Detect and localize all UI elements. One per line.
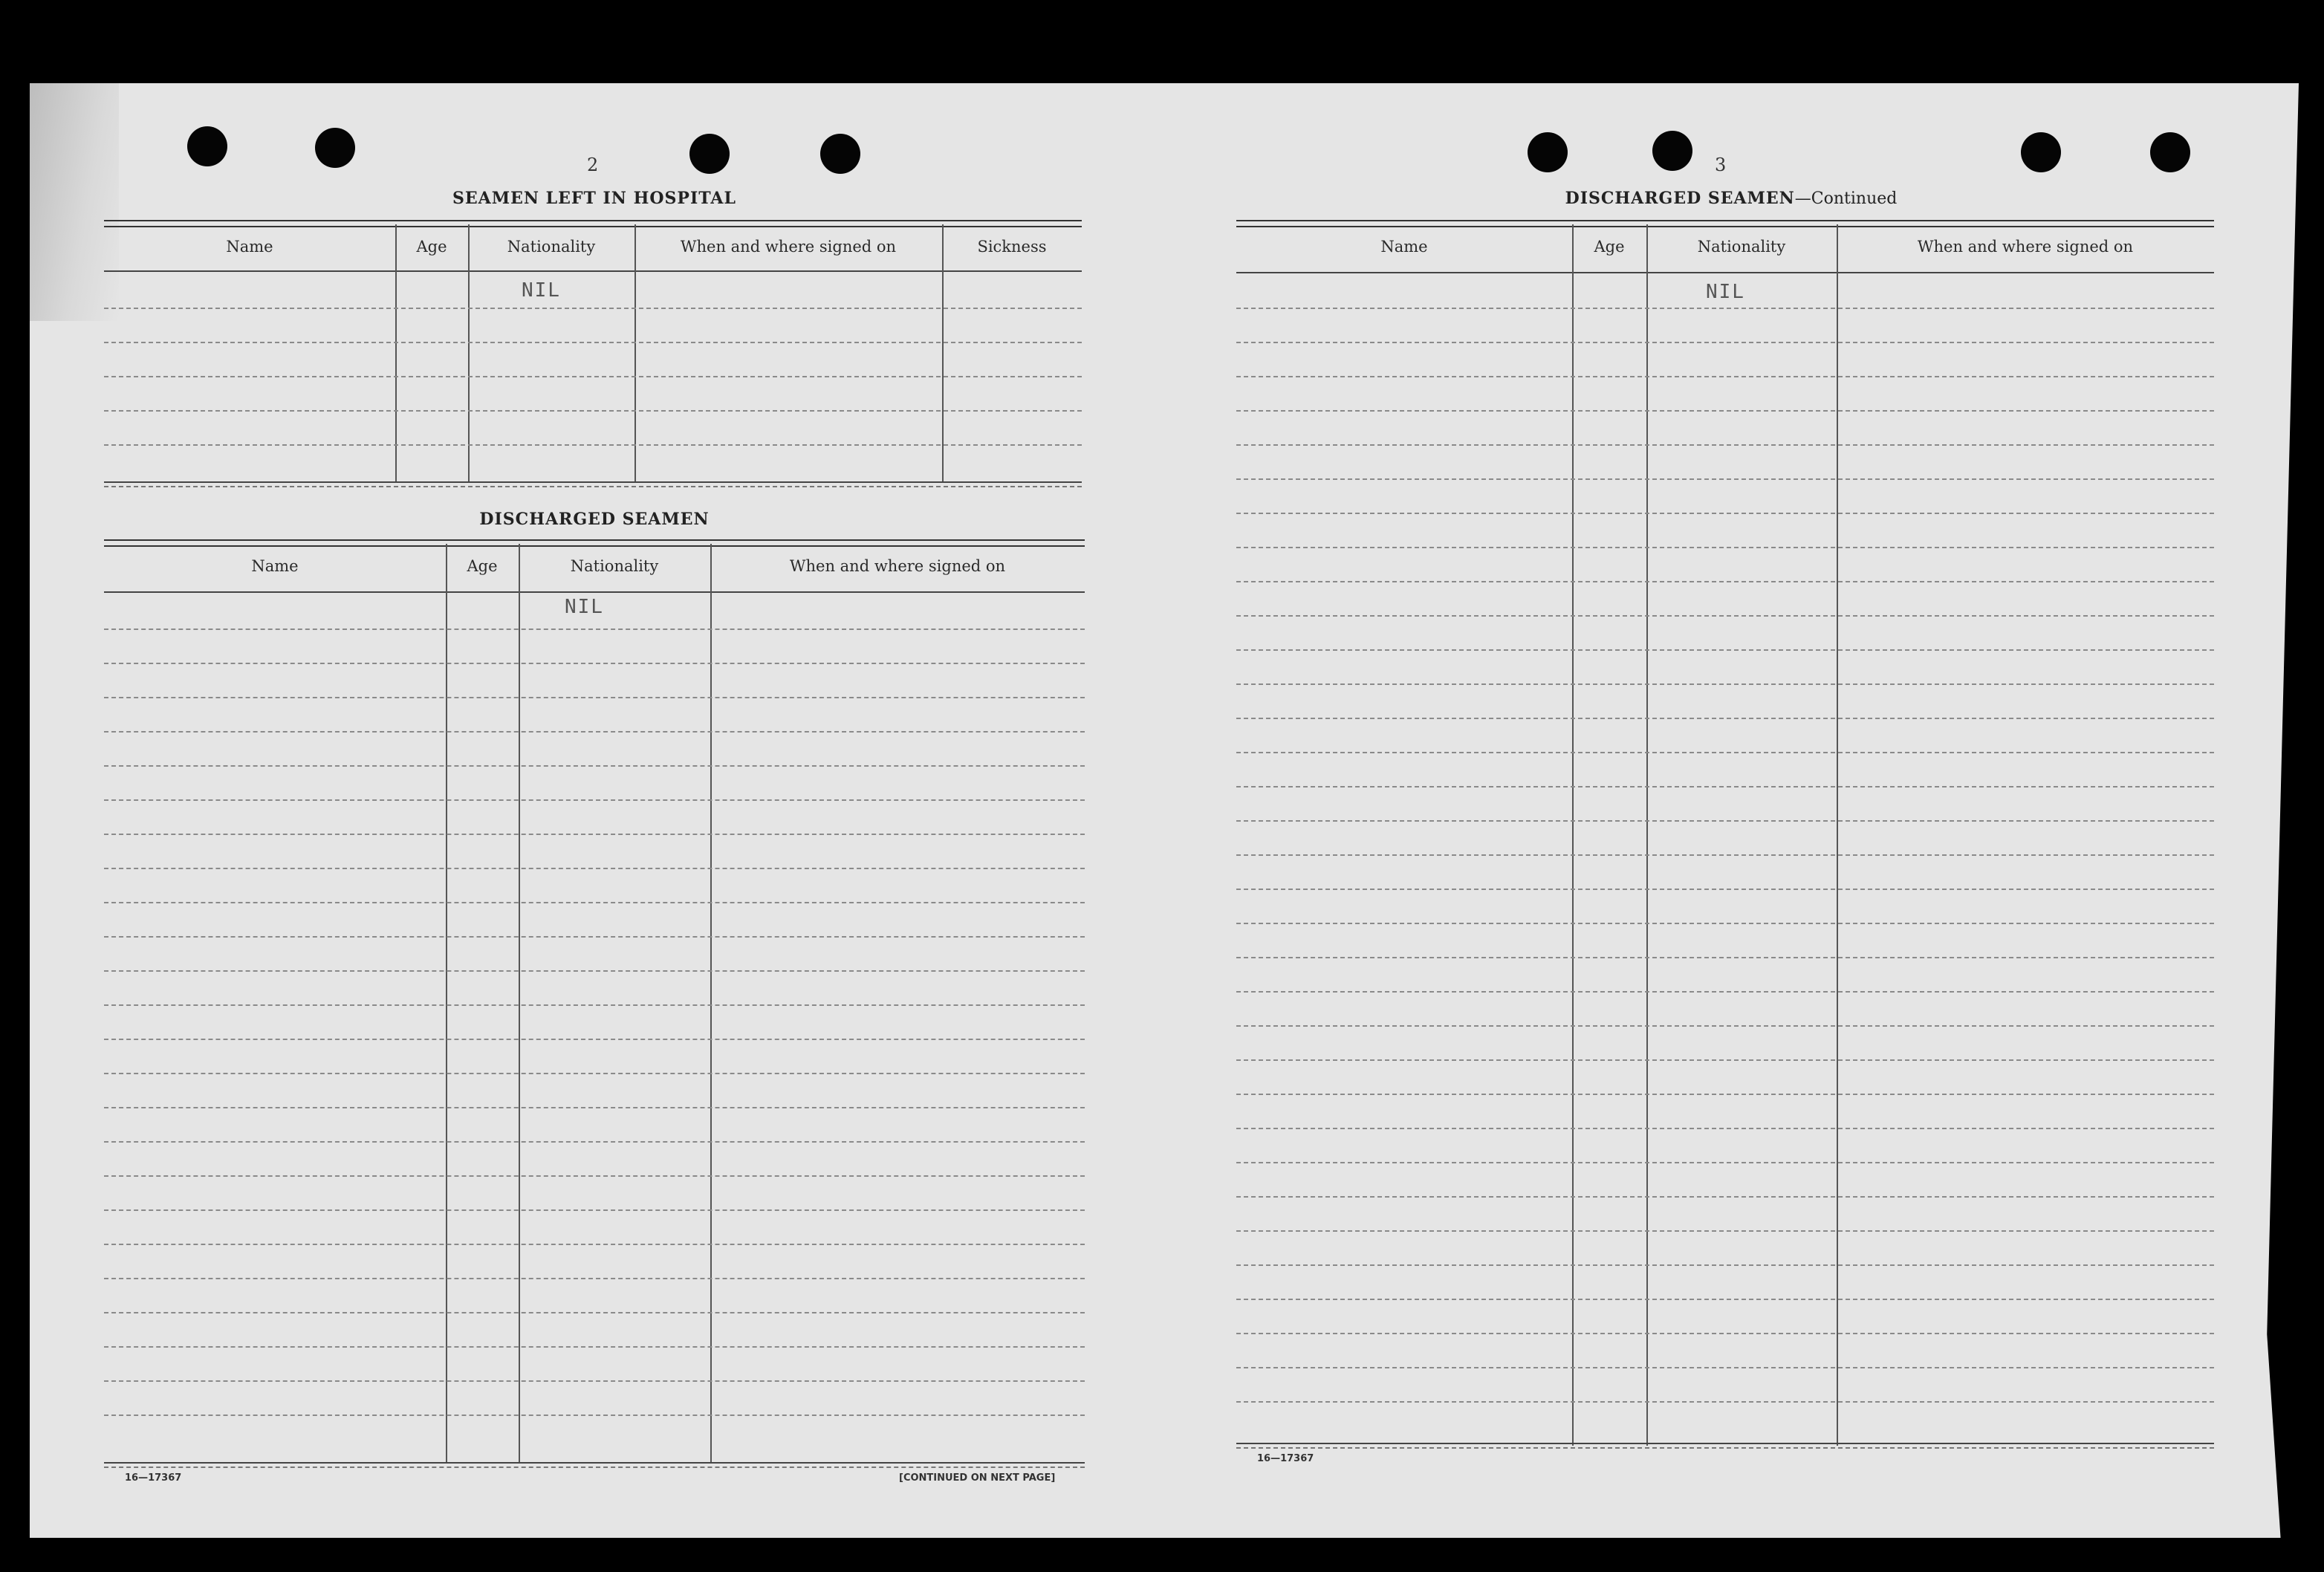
column-header-age: Age <box>416 238 447 256</box>
form-number-right: 16—17367 <box>1257 1453 1314 1464</box>
column-header-name: Name <box>1380 238 1428 256</box>
punch-hole <box>2021 132 2061 172</box>
column-header-signed-on: When and where signed on <box>789 557 1006 575</box>
nil-entry: NIL <box>522 279 561 302</box>
hospital-section-title: SEAMEN LEFT IN HOSPITAL <box>452 189 736 208</box>
column-header-nationality: Nationality <box>570 557 659 575</box>
discharged-table-right <box>1236 220 2214 1449</box>
punch-hole <box>1652 131 1692 171</box>
column-header-sickness: Sickness <box>977 238 1047 256</box>
continued-title-suffix: —Continued <box>1794 189 1898 208</box>
page-number-right: 3 <box>1715 155 1727 175</box>
punch-hole <box>1528 132 1568 172</box>
nil-entry: NIL <box>1706 281 1745 303</box>
continued-note: [CONTINUED ON NEXT PAGE] <box>899 1472 1056 1484</box>
discharged-section-title: DISCHARGED SEAMEN <box>479 510 710 529</box>
column-header-age: Age <box>1594 238 1625 256</box>
page-number-left: 2 <box>587 155 599 175</box>
hospital-table <box>104 220 1082 487</box>
column-header-age: Age <box>467 557 498 575</box>
column-header-nationality: Nationality <box>1697 238 1786 256</box>
column-header-name: Name <box>226 238 273 256</box>
column-header-nationality: Nationality <box>507 238 596 256</box>
punch-hole <box>2150 132 2190 172</box>
continued-section-title <box>1516 189 1947 208</box>
punch-hole <box>187 126 227 166</box>
column-header-name: Name <box>251 557 299 575</box>
column-header-signed-on: When and where signed on <box>1917 238 2134 256</box>
punch-hole <box>315 128 355 168</box>
form-number-left: 16—17367 <box>125 1472 182 1484</box>
punch-hole <box>689 134 730 174</box>
nil-entry: NIL <box>565 596 604 618</box>
column-header-signed-on: When and where signed on <box>680 238 897 256</box>
punch-hole <box>820 134 860 174</box>
continued-title-main: DISCHARGED SEAMEN <box>1565 189 1795 208</box>
discharged-table-left <box>104 539 1085 1468</box>
